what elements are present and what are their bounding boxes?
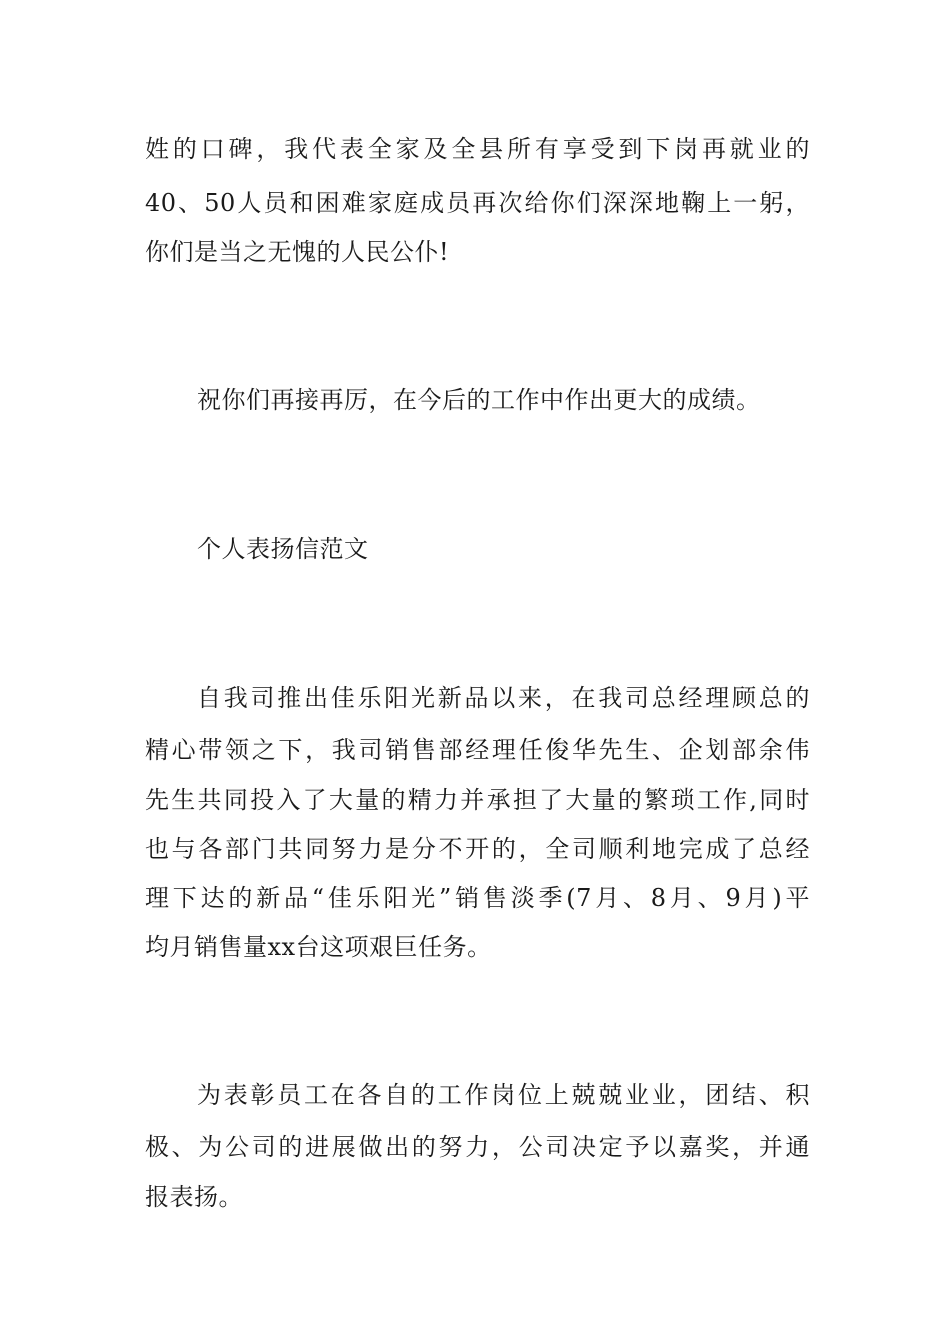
paragraph-3-line-3: 先生共同投入了大量的精力并承担了大量的繁琐工作,同时 [145,786,810,814]
paragraph-4-line-2: 极、为公司的进展做出的努力，公司决定予以嘉奖，并通 [145,1133,810,1161]
paragraph-4-line-3: 报表扬。 [145,1183,243,1211]
paragraph-3-line-1: 自我司推出佳乐阳光新品以来，在我司总经理顾总的 [197,684,810,712]
paragraph-3-line-5: 理下达的新品“佳乐阳光”销售淡季(7月、8月、9月)平 [145,884,810,912]
paragraph-1-line-1: 姓的口碑，我代表全家及全县所有享受到下岗再就业的 [145,135,810,163]
paragraph-1-line-2: 40、50人员和困难家庭成员再次给你们深深地鞠上一躬， [145,189,810,217]
paragraph-2-line-1: 祝你们再接再厉，在今后的工作中作出更大的成绩。 [197,386,761,414]
section-heading: 个人表扬信范文 [197,535,369,563]
paragraph-3-line-6: 均月销售量xx台这项艰巨任务。 [145,933,492,961]
paragraph-1-line-3: 你们是当之无愧的人民公仆! [145,238,450,266]
paragraph-3-line-4: 也与各部门共同努力是分不开的，全司顺利地完成了总经 [145,835,810,863]
paragraph-4-line-1: 为表彰员工在各自的工作岗位上兢兢业业，团结、积 [197,1081,810,1109]
paragraph-3-line-2: 精心带领之下，我司销售部经理任俊华先生、企划部余伟 [145,736,810,764]
